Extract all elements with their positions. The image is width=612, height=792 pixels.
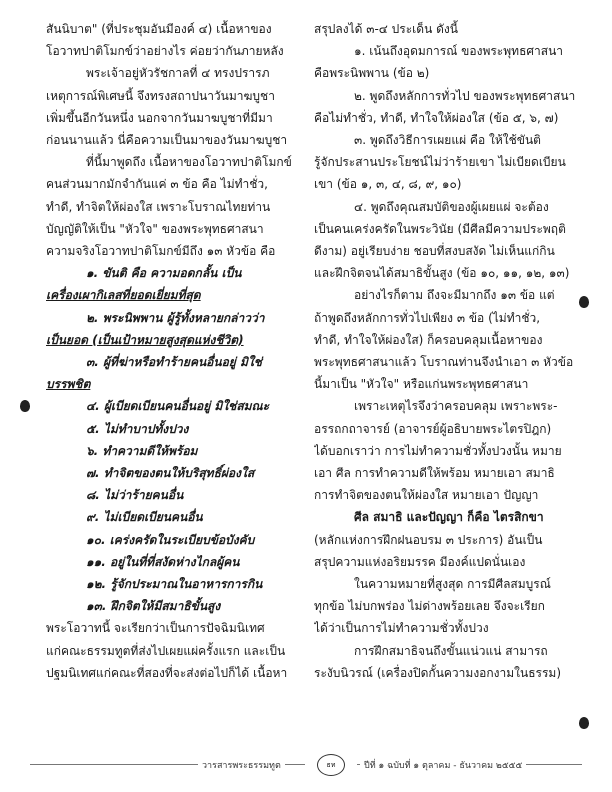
- list-item-1-cont: เครื่องเผากิเลสที่ยอดเยี่ยมที่สุด: [46, 288, 201, 303]
- text-line: ก่อนนานแล้ว นี่คือความเป็นมาของวันมาฆบูชา: [46, 133, 288, 148]
- text-line: ความจริงโอวาทปาติโมกข์มีถึง ๑๓ หัวข้อ คือ: [46, 244, 276, 259]
- text-line: เพิ่มขึ้นอีกวันหนึ่ง นอกจากวันมาฆบูชาที่มีมา: [46, 110, 273, 125]
- list-item-2-cont: เป็นยอด (เป็นเป้าหมายสูงสุดแห่งชีวิต): [46, 332, 244, 347]
- text-line: อย่างไรก็ตาม ถึงจะมีมากถึง ๑๓ ข้อ แต่: [354, 288, 555, 303]
- text-line: เหตุการณ์พิเศษนี้ จึงทรงสถาปนาวันมาฆบูชา: [46, 88, 275, 103]
- text-line: ที่นี้มาพูดถึง เนื้อหาของโอวาทปาติโมกข์: [86, 155, 292, 170]
- text-line: การฝึกสมาธิจนถึงขั้นแน่วแน่ สามารถ: [354, 643, 548, 658]
- text-line: ทุกข้อ ไม่บกพร่อง ไม่ด่างพร้อยเลย จึงจะเรียก: [314, 599, 545, 614]
- right-column: [314, 18, 576, 684]
- list-item-3-cont: บรรพชิต: [46, 377, 91, 392]
- text-line: ระงับนิวรณ์ (เครื่องปิดกั้นความงอกงามในธรรม): [314, 665, 562, 680]
- text-line: เอา ศีล การทำความดีให้พร้อม หมายเอา สมาธิ: [314, 466, 555, 481]
- text-line: เป็นคนเคร่งครัดในพระวินัย (มีศีลมีความประพฤติ: [314, 221, 566, 236]
- point-3: ๓. พูดถึงวิธีการเผยแผ่ คือ ให้ใช้ขันติ: [354, 133, 541, 148]
- text-line: โอวาทปาติโมกข์ว่าอย่างไร ค่อยว่ากันภายหลัง: [46, 44, 284, 59]
- leaf-ornament-icon: [579, 717, 589, 729]
- list-item-12: ๑๒. รู้จักประมาณในอาหารการกิน: [86, 577, 263, 592]
- text-line: ได้ว่าเป็นการไม่ทำความชั่วทั้งปวง: [314, 621, 489, 636]
- point-4: ๔. พูดถึงคุณสมบัติของผู้เผยแผ่ จะต้อง: [354, 199, 549, 214]
- text-line: คนส่วนมากมักจำกันแค่ ๓ ข้อ คือ ไม่ทำชั่ว,: [46, 177, 268, 192]
- text-line: ทำดี, ทำจิตให้ผ่องใส เพราะโบราณไทยท่าน: [46, 199, 271, 214]
- list-item-11: ๑๑. อยู่ในที่ที่สงัดห่างไกลผู้คน: [86, 554, 240, 569]
- text-line: พระเจ้าอยู่หัวรัชกาลที่ ๔ ทรงปรารภ: [86, 66, 270, 81]
- list-item-2: ๒. พระนิพพาน ผู้รู้ทั้งหลายกล่าวว่า: [86, 310, 265, 325]
- journal-logo-icon: ธท: [317, 754, 345, 776]
- text-line: คือพระนิพพาน (ข้อ ๒): [314, 66, 430, 81]
- text-line: ปฐมนิเทศแก่คณะที่สองที่จะส่งต่อไปก็ได้ เนื้อหา: [46, 665, 288, 680]
- footer-journal-title: วารสารพระธรรมทูต: [198, 758, 285, 772]
- text-line: นี้มาเป็น "หัวใจ" หรือแก่นพระพุทธศาสนา: [314, 377, 529, 392]
- text-line: คือไม่ทำชั่ว, ทำดี, ทำใจให้ผ่องใส (ข้อ ๕, ๖, ๗): [314, 110, 559, 125]
- text-line: (หลักแห่งการฝึกฝนอบรม ๓ ประการ) อันเป็น: [314, 532, 543, 547]
- text-line: การทำจิตของตนให้ผ่องใส หมายเอา ปัญญา: [314, 488, 539, 503]
- text-line: รู้จักประสานประโยชน์ไม่ว่าร้ายเขา ไม่เบียดเบียน: [314, 155, 566, 170]
- text-line: ศีล สมาธิ และปัญญา ก็คือ ไตรสิกขา: [354, 510, 544, 525]
- list-item-7: ๗. ทำจิตของตนให้บริสุทธิ์ผ่องใส: [86, 466, 255, 481]
- list-item-13: ๑๓. ฝึกจิตให้มีสมาธิขั้นสูง: [86, 599, 221, 614]
- leaf-ornament-icon: [579, 296, 589, 308]
- page-footer: [30, 754, 582, 776]
- text-line: ทำดี, ทำใจให้ผ่องใส) ก็ครอบคลุมเนื้อหาของ: [314, 332, 543, 347]
- text-line: พระพุทธศาสนาแล้ว โบราณท่านจึงนำเอา ๓ หัวข้อ: [314, 355, 574, 370]
- text-line: บัญญัติให้เป็น "หัวใจ" ของพระพุทธศาสนา: [46, 221, 264, 236]
- text-line: สันนิบาต" (ที่ประชุมอันมีองค์ ๔) เนื้อหาของ: [46, 22, 272, 36]
- text-line: ได้บอกเราว่า การไม่ทำความชั่วทั้งปวงนั้น หมาย: [314, 443, 562, 458]
- text-line: ดีงาม) อยู่เรียบง่าย ชอบที่สงบสงัด ไม่เห็นแก่กิน: [314, 244, 555, 259]
- text-line: เขา (ข้อ ๑, ๓, ๔, ๘, ๙, ๑๐): [314, 177, 462, 192]
- footer-issue-info: ปีที่ ๑ ฉบับที่ ๑ ตุลาคม - ธันวาคม ๒๕๕๕: [360, 758, 526, 772]
- text-line: เพราะเหตุไรจึงว่าครอบคลุม เพราะพระ-: [354, 399, 558, 414]
- left-column: [46, 18, 308, 684]
- point-1: ๑. เน้นถึงอุดมการณ์ ของพระพุทธศาสนา: [354, 44, 564, 59]
- text-line: อรรถกถาจารย์ (อาจารย์ผู้อธิบายพระไตรปิฎก): [314, 421, 552, 436]
- text-line: สรุปลงได้ ๓-๔ ประเด็น ดังนี้: [314, 22, 458, 36]
- text-line: ในความหมายที่สูงสุด การมีศีลสมบูรณ์: [354, 577, 551, 592]
- point-2: ๒. พูดถึงหลักการทั่วไป ของพระพุทธศาสนา: [354, 88, 576, 103]
- list-item-9: ๙. ไม่เบียดเบียนคนอื่น: [86, 510, 203, 525]
- leaf-ornament-icon: [20, 400, 30, 412]
- text-line: แก่คณะธรรมทูตที่ส่งไปเผยแผ่ครั้งแรก และเป็น: [46, 643, 286, 658]
- list-item-3: ๓. ผู้ที่ฆ่าหรือทำร้ายคนอื่นอยู่ มิใช่: [86, 355, 262, 370]
- list-item-4: ๔. ผู้เบียดเบียนคนอื่นอยู่ มิใช่สมณะ: [86, 399, 270, 414]
- text-line: สรุปความแห่งอริยมรรค มีองค์แปดนั่นเอง: [314, 554, 526, 569]
- text-line: ถ้าพูดถึงหลักการทั่วไปเพียง ๓ ข้อ (ไม่ทำชั่ว,: [314, 310, 541, 325]
- list-item-6: ๖. ทำความดีให้พร้อม: [86, 443, 198, 458]
- list-item-10: ๑๐. เคร่งครัดในระเบียบข้อบังคับ: [86, 532, 255, 547]
- list-item-8: ๘. ไม่ว่าร้ายคนอื่น: [86, 488, 184, 503]
- list-item-1: ๑. ขันติ คือ ความอดกลั้น เป็น: [86, 266, 242, 281]
- list-item-5: ๕. ไม่ทำบาปทั้งปวง: [86, 421, 189, 436]
- text-line: และฝึกจิตจนได้สมาธิขั้นสูง (ข้อ ๑๐, ๑๑, ๑๒, ๑๓): [314, 266, 570, 281]
- text-line: พระโอวาทนี้ จะเรียกว่าเป็นการปัจฉิมนิเทศ: [46, 621, 265, 636]
